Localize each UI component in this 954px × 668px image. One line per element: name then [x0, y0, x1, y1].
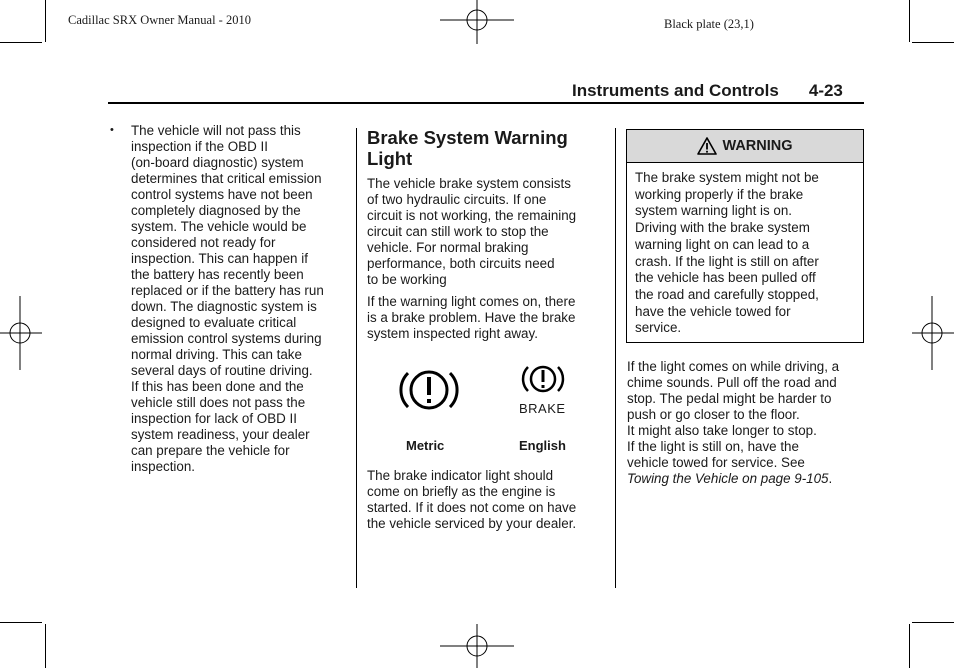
text-line: The vehicle brake system consists	[367, 176, 571, 191]
text-line: circuit is not working, the remaining	[367, 208, 577, 223]
text-line: service.	[635, 320, 682, 336]
text-line: designed to evaluate critical	[131, 315, 297, 330]
text-line: stop. The pedal might be harder to	[627, 391, 832, 406]
caution-icon	[697, 137, 717, 155]
text-line: determines that critical emission	[131, 171, 322, 186]
column-divider-2	[615, 128, 616, 588]
column-3-text	[627, 359, 863, 487]
english-label: English	[519, 438, 566, 453]
brake-paragraph-2	[367, 294, 603, 342]
text-line: Driving with the brake system	[635, 220, 810, 236]
column-divider-1	[356, 128, 357, 588]
brake-paragraph-1	[367, 176, 603, 288]
section-title: Instruments and Controls	[572, 81, 779, 100]
text-line: have the vehicle towed for	[635, 303, 791, 319]
header-rule	[108, 102, 864, 104]
text-line: emission control systems during	[131, 331, 322, 346]
text-line: the vehicle serviced by your dealer.	[367, 516, 577, 531]
manual-title: Cadillac SRX Owner Manual - 2010	[68, 13, 251, 27]
text-line: If this has been done and the	[131, 379, 304, 394]
text-line: performance, both circuits need	[367, 256, 555, 271]
text-line: circuit can still work to stop the	[367, 224, 549, 239]
text-line: The brake indicator light should	[367, 468, 554, 483]
warning-title: WARNING	[722, 138, 793, 154]
text-line: working properly if the brake	[635, 186, 804, 202]
page-number: 4-23	[808, 81, 843, 100]
text-line: inspection for lack of OBD II	[131, 411, 297, 426]
warning-body	[627, 163, 863, 337]
text-line: warning light on can lead to a	[635, 236, 810, 252]
text-line: down. The diagnostic system is	[131, 299, 317, 314]
plate-info: Black plate (23,1)	[664, 17, 754, 31]
brake-icon-text: BRAKE	[519, 401, 566, 416]
text-line: The brake system might not be	[635, 170, 819, 185]
text-line: If the light is still on, have the	[627, 439, 799, 454]
registration-mark-top	[440, 0, 514, 44]
text-line: system readiness, your dealer	[131, 427, 310, 442]
text-line: system warning light is on.	[635, 203, 793, 219]
brake-paragraph-3	[367, 468, 603, 532]
text-line: the battery has recently been	[131, 267, 304, 282]
text-line: of two hydraulic circuits. If one	[367, 192, 547, 207]
towing-reference-link[interactable]: Towing the Vehicle on page 9-105	[627, 471, 829, 486]
registration-mark-right	[912, 296, 954, 370]
registration-mark-left	[0, 296, 42, 370]
text-line: It might also take longer to stop.	[627, 423, 817, 438]
text-line: can prepare the vehicle for	[131, 443, 290, 458]
text-line: system inspected right away.	[367, 326, 538, 341]
registration-mark-bottom	[440, 624, 514, 668]
heading-line: Light	[367, 148, 413, 169]
warning-header	[627, 130, 863, 163]
text-line: If the warning light comes on, there	[367, 294, 576, 309]
text-line: inspection if the OBD II	[131, 139, 268, 154]
text-line: is a brake problem. Have the brake	[367, 310, 576, 325]
column-1-text	[131, 123, 351, 475]
text-line: (on-board diagnostic) system	[131, 155, 304, 170]
text-line: chime sounds. Pull off the road and	[627, 375, 837, 390]
text-line: several days of routine driving.	[131, 363, 313, 378]
text-line: to be working	[367, 272, 447, 287]
text-line: completely diagnosed by the	[131, 203, 301, 218]
text-line: crash. If the light is still on after	[635, 253, 819, 269]
brake-warning-metric-icon	[396, 364, 462, 416]
text-line: the road and carefully stopped,	[635, 286, 819, 302]
text-line: vehicle towed for service. See	[627, 455, 805, 470]
brake-warning-english-icon	[518, 362, 568, 396]
text-line: started. If it does not come on have	[367, 500, 577, 515]
reference-suffix: .	[828, 471, 833, 486]
text-line: the vehicle has been pulled off	[635, 270, 816, 286]
text-line: replaced or if the battery has run	[131, 283, 324, 298]
text-line: If the light comes on while driving, a	[627, 359, 840, 374]
text-line: push or go closer to the floor.	[627, 407, 800, 422]
text-line: normal driving. This can take	[131, 347, 302, 362]
heading-line: Brake System Warning	[367, 127, 568, 148]
text-line: inspection.	[131, 459, 196, 474]
text-line: come on briefly as the engine is	[367, 484, 556, 499]
section-header	[572, 81, 843, 101]
text-line: The vehicle will not pass this	[131, 123, 301, 138]
reference-line	[627, 471, 863, 487]
bullet-marker: •	[110, 124, 114, 136]
text-line: inspection. This can happen if	[131, 251, 308, 266]
text-line: considered not ready for	[131, 235, 276, 250]
metric-label: Metric	[406, 438, 445, 453]
warning-box	[626, 129, 864, 343]
text-line: vehicle still does not pass the	[131, 395, 306, 410]
brake-warning-heading	[367, 127, 607, 169]
text-line: vehicle. For normal braking	[367, 240, 529, 255]
text-line: system. The vehicle would be	[131, 219, 307, 234]
text-line: control systems have not been	[131, 187, 313, 202]
